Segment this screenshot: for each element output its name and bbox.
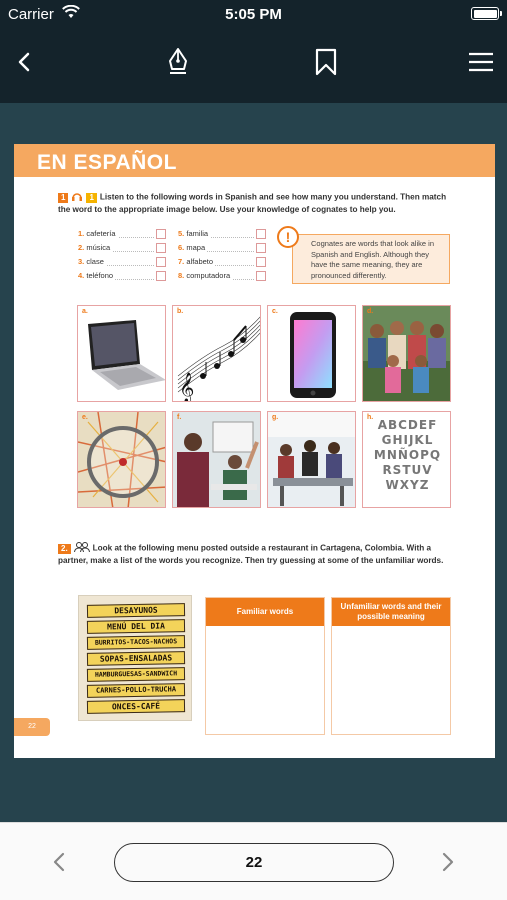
status-bar [0,0,507,28]
phone-icon [268,306,356,402]
word-item: 3. clase [78,257,166,268]
image-tile-music[interactable]: b. 𝄞 [172,305,261,402]
svg-text:𝄞: 𝄞 [179,373,195,403]
pen-icon [165,47,191,77]
audio-track[interactable]: 1 [86,193,96,203]
unfamiliar-words-header: Unfamiliar words and their possible meaning [332,598,450,626]
familiar-words-column[interactable] [205,597,325,735]
word-item: 4. teléfono [78,271,166,282]
word-item: 6. mapa [178,243,266,254]
pair-work-icon [74,542,90,555]
top-navigation-bar [0,0,507,103]
page-number-field[interactable]: 22 [114,843,394,882]
word-item: 8. computadora [178,271,266,282]
menu-line: HAMBURGUESAS-SANDWICH [87,667,185,682]
menu-icon [468,51,494,73]
previous-page-button[interactable] [48,849,70,875]
family-photo-icon [363,306,451,402]
exercise-2 [58,542,450,566]
bookmark-button[interactable] [310,46,342,78]
menu-board-photo [78,595,192,721]
image-tile-laptop[interactable]: a. [77,305,166,402]
bookmark-icon [314,48,338,76]
menu-line: ONCES-CAFÉ [87,699,185,714]
page-number-badge: 22 [14,718,50,736]
image-tile-cafeteria[interactable]: g. [267,411,356,508]
headphones-icon [71,191,83,204]
answer-checkbox[interactable] [256,243,266,253]
section-title: EN ESPAÑOL [37,151,177,174]
cafeteria-photo-icon [268,412,356,508]
section-banner [14,144,495,177]
back-button[interactable] [8,46,40,78]
menu-line: SOPAS-ENSALADAS [87,651,185,666]
answer-checkbox[interactable] [256,229,266,239]
menu-line: BURRITOS-TACOS-NACHOS [87,635,185,650]
laptop-icon [78,306,166,402]
classroom-photo-icon [173,412,261,508]
exercise-2-instruction: Look at the following menu posted outside a restaurant in Cartagena, Colombia. With a partner, make a list of the words you recognize. Then try guessing at some of the unfamiliar words. [58,543,444,565]
cognates-note: Cognates are words that look alike in Spanish and English. Although they have the same meaning, they are pronounced differently. [292,234,450,284]
image-tile-map[interactable]: e. [77,411,166,508]
answer-checkbox[interactable] [156,257,166,267]
exercise-1 [58,191,450,215]
carrier-label: Carrier [8,6,54,23]
image-tile-family[interactable]: d. [362,305,451,402]
word-item: 5. familia [178,229,266,240]
chevron-right-icon [441,851,455,873]
exclamation-icon: ! [277,226,299,248]
image-tile-classroom[interactable]: f. [172,411,261,508]
clock: 5:05 PM [225,6,282,23]
annotate-button[interactable] [162,46,194,78]
alphabet-letters: ABCDEF GHIJKL MNÑOPQ RSTUV WXYZ [373,418,442,492]
menu-line: DESAYUNOS [87,603,185,618]
image-tile-phone[interactable]: c. [267,305,356,402]
map-icon [78,412,166,508]
answer-checkbox[interactable] [156,271,166,281]
exercise-number: 2. [58,544,71,554]
familiar-words-header: Familiar words [206,598,324,626]
page-navigation-bar [0,822,507,900]
back-icon [17,51,31,73]
word-item: 7. alfabeto [178,257,266,268]
answer-checkbox[interactable] [156,243,166,253]
menu-line: CARNES-POLLO-TRUCHA [87,683,185,698]
word-item: 1. cafetería [78,229,166,240]
next-page-button[interactable] [437,849,459,875]
answer-checkbox[interactable] [256,257,266,267]
menu-line: MENÚ DEL DIA [87,619,185,634]
menu-button[interactable] [465,46,497,78]
exercise-number: 1 [58,193,68,203]
answer-checkbox[interactable] [156,229,166,239]
music-notes-icon [173,306,261,402]
image-tile-alphabet[interactable]: h. ABCDEF GHIJKL MNÑOPQ RSTUV WXYZ [362,411,451,508]
chevron-left-icon [52,851,66,873]
unfamiliar-words-column[interactable] [331,597,451,735]
answer-checkbox[interactable] [256,271,266,281]
battery-icon [471,7,499,20]
word-item: 2. música [78,243,166,254]
exercise-1-instruction: Listen to the following words in Spanish and see how many you understand. Then match the word to the appropriate image below. Use your knowledge of cognates to help you. [58,192,447,214]
